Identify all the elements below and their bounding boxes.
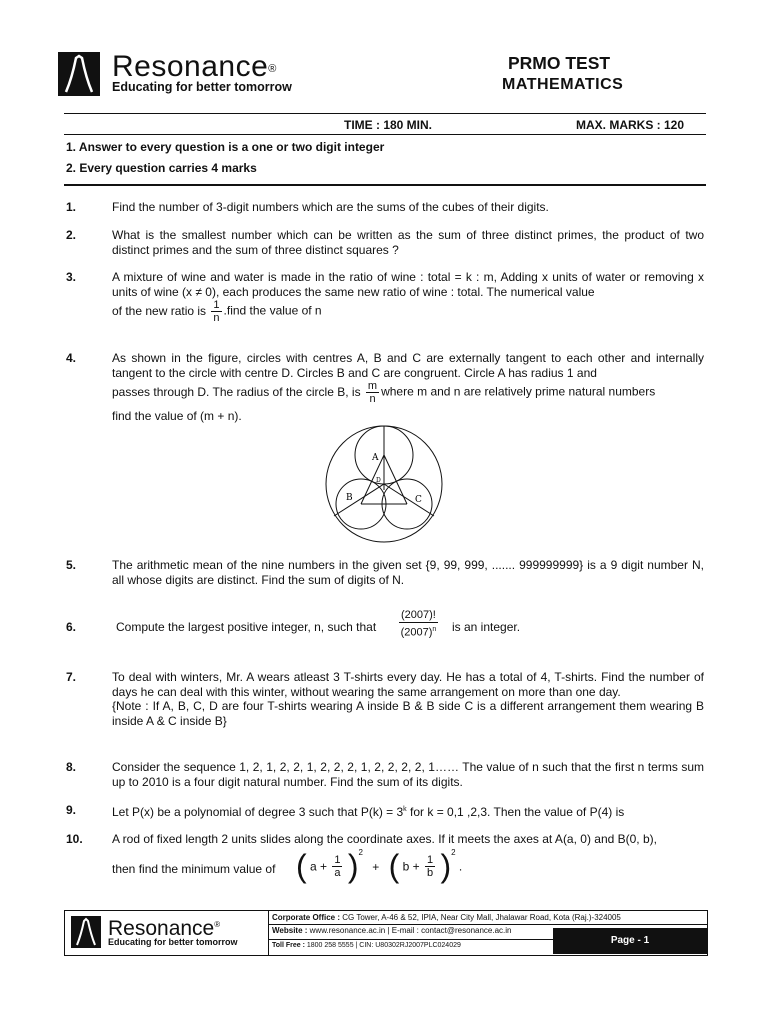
- question-number: 1.: [66, 200, 77, 214]
- question-number: 9.: [66, 803, 77, 817]
- question-6-tail: is an integer.: [452, 620, 521, 634]
- circles-figure: [324, 424, 444, 544]
- page-number: Page - 1: [553, 928, 707, 954]
- page-footer: [64, 910, 708, 956]
- footer-brand: Resonance®: [108, 917, 221, 940]
- question-text: The arithmetic mean of the nine numbers in the given set {9, 99, 999, ....... 999999999} is a 9 digit number N, all whose digits are distinct. Find the sum of digits of N.: [112, 558, 704, 587]
- question-number: 2.: [66, 228, 77, 242]
- question-text: What is the smallest number which can be written as the sum of three distinct primes, the product of two distinct primes and the sum of three distinct squares ?: [112, 228, 704, 257]
- question-number: 3.: [66, 270, 77, 284]
- expression: ( a + $\frac{1}{a}$ )$^2$ + ( b + $\frac{1}{b}$ )$^2$ .: [296, 848, 463, 884]
- label-d: D: [376, 477, 381, 484]
- brand-tagline: Educating for better tomorrow: [112, 80, 292, 94]
- question-text: Let P(x) be a polynomial of degree 3 such that $P(k) = 3^k$ for k = 0,1 ,2,3. Then the value of P(4) is: [112, 805, 625, 819]
- question-text: Compute the largest positive integer, n, such that: [116, 620, 377, 634]
- question-text: A mixture of wine and water is made in the ratio of wine : total = k : m, Adding x units of water or removing x units of wine (x ≠ 0), each produces the same new ratio of wine : total. The numerical value of the new ratio is $\frac{1}{n}$ .find the value of n: [112, 270, 704, 324]
- question-number: 4.: [66, 351, 77, 365]
- question-number: 10.: [66, 832, 83, 846]
- question-text: As shown in the figure, circles with centres A, B and C are externally tangent to each other and internally tangent to the circle with centre D. Circles B and C are congruent. Circle A has radius 1 and passes through D. The radius of the circle B, is $\frac{m}{n}$ where m and n are relatively prime natural numbers find the value of (m + n).: [112, 351, 704, 423]
- corporate-office: Corporate Office : CG Tower, A-46 & 52, IPIA, Near City Mall, Jhalawar Road, Kota (Raj.)-324005: [272, 913, 621, 922]
- test-subject: MATHEMATICS: [502, 76, 624, 93]
- website-info: Website : www.resonance.ac.in | E-mail : contact@resonance.ac.in: [272, 926, 512, 935]
- toll-free-info: Toll Free : 1800 258 5555 | CIN: U80302RJ2007PLC024029: [272, 942, 461, 949]
- question-text: To deal with winters, Mr. A wears atleast 3 T-shirts every day. He has a total of 4, T-shirts. Find the number of days he can deal with this winter, without wearing the same arrangement on more than one day. {Note : If A, B, C, D are four T-shirts wearing A inside B & B side C is a different arrangement them wearing B inside A & C inside B}: [112, 670, 704, 728]
- question-number: 8.: [66, 760, 77, 774]
- divider: [64, 184, 706, 186]
- question-number: 6.: [66, 620, 77, 634]
- footer-tagline: Educating for better tomorrow: [108, 937, 238, 947]
- instruction-1: 1. Answer to every question is a one or two digit integer: [66, 140, 385, 154]
- divider: [64, 134, 706, 135]
- fraction: $\frac{m}{n}$: [367, 380, 378, 405]
- time-label: TIME : 180 MIN.: [344, 118, 433, 132]
- fraction: (2007)! $(2007)^n$: [400, 609, 437, 639]
- question-note: {Note : If A, B, C, D are four T-shirts wearing A inside B & B side C is a different arrangement them wearing B inside A & C inside B}: [112, 699, 704, 728]
- label-b: B: [346, 493, 353, 503]
- question-number: 7.: [66, 670, 77, 684]
- question-number: 5.: [66, 558, 77, 572]
- question-10-line2: then find the minimum value of: [112, 862, 276, 876]
- max-marks-label: MAX. MARKS : 120: [576, 118, 685, 132]
- brand-name: Resonance®: [112, 50, 277, 83]
- fraction: $\frac{1}{n}$: [213, 299, 220, 324]
- divider: [64, 113, 706, 114]
- question-text: A rod of fixed length 2 units slides along the coordinate axes. If it meets the axes at A(a, 0) and B(0, b),: [112, 832, 657, 846]
- question-text: Find the number of 3-digit numbers which are the sums of the cubes of their digits.: [112, 200, 549, 214]
- label-c: C: [415, 495, 422, 505]
- resonance-logo-icon: [58, 52, 100, 96]
- test-title: PRMO TEST: [508, 53, 611, 73]
- instruction-2: 2. Every question carries 4 marks: [66, 161, 257, 175]
- resonance-logo-icon: [71, 916, 101, 948]
- label-a: A: [372, 453, 379, 463]
- footer-logo: [65, 911, 269, 955]
- question-text: Consider the sequence 1, 2, 1, 2, 2, 1, 2, 2, 2, 1, 2, 2, 2, 2, 1…… The value of n such that the first n terms sum up to 2010 is a four digit natural number. Find the sum of its digits.: [112, 760, 704, 789]
